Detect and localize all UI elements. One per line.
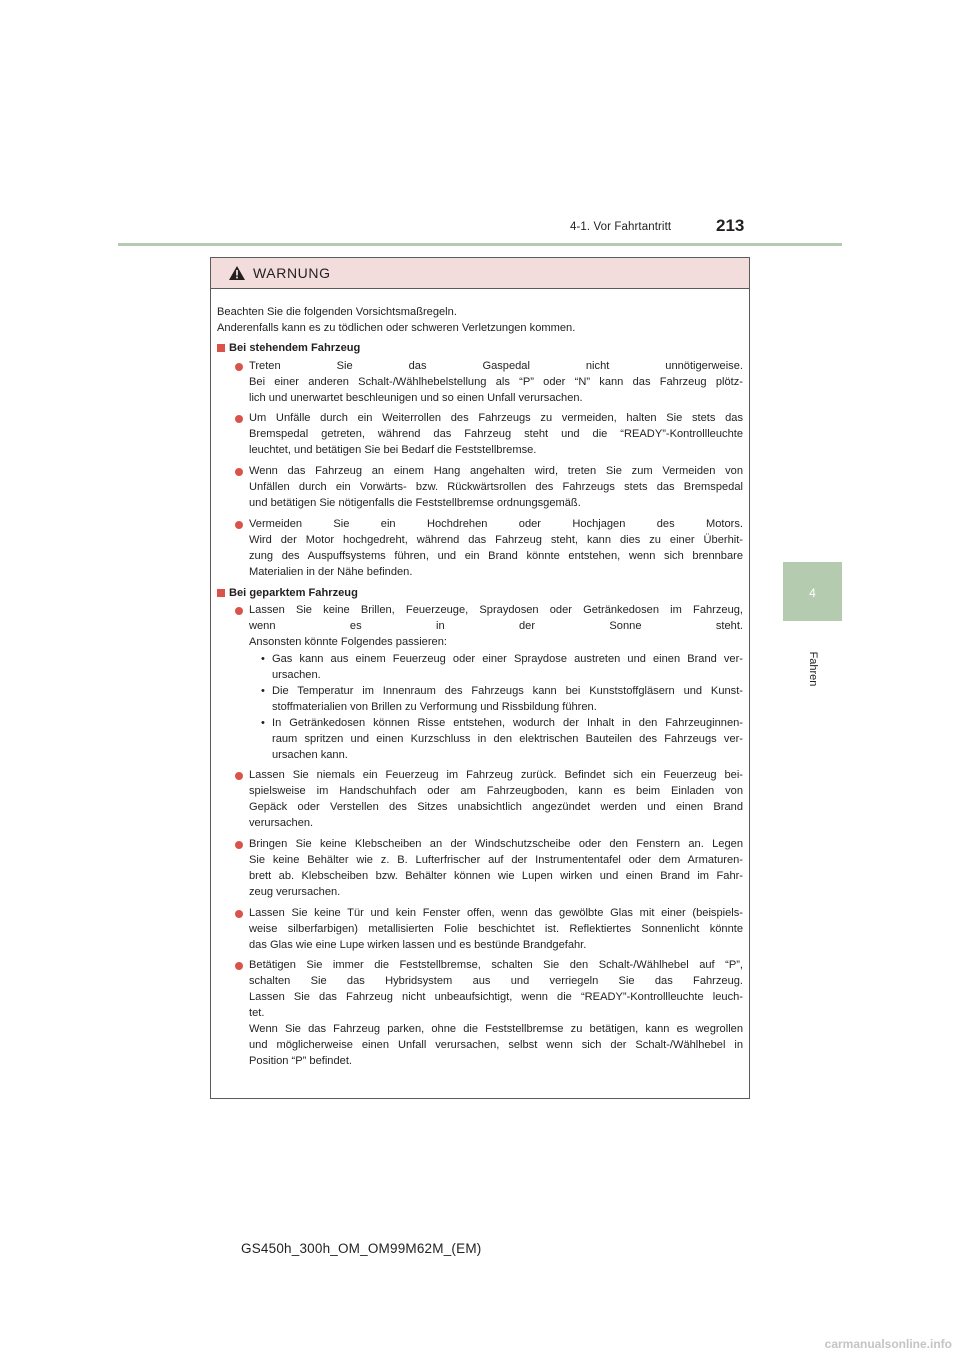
circle-bullet-icon [235, 772, 243, 780]
circle-bullet-icon [235, 521, 243, 529]
warning-body [211, 289, 749, 1070]
text-line: zung des Auspuffsystems führen, und ein Brand könnte entstehen, wenn sich brennbare [249, 549, 743, 562]
text-line: ursachen. [272, 669, 321, 682]
text-line: brett ab. Klebscheiben bzw. Behälter können wie Lupen wirken und einen Brand im Fahr- [249, 869, 743, 882]
text-line: Vermeiden Sie ein Hochdrehen oder Hochjagen des Motors. [249, 517, 743, 530]
dot-bullet-icon: • [261, 716, 265, 729]
warning-item [217, 768, 743, 832]
sub-list [249, 652, 743, 763]
dot-bullet-icon: • [261, 653, 265, 666]
text-line: Bringen Sie keine Klebscheiben an der Windschutzscheibe oder den Fenstern an. Legen [249, 838, 743, 851]
page-number: 213 [716, 216, 745, 235]
text-line: Unfällen durch ein Vorwärts- bzw. Rückwärtsrollen des Fahrzeugs stets das Bremspedal [249, 481, 743, 494]
text-line: tet. [249, 1007, 265, 1020]
circle-bullet-icon [235, 962, 243, 970]
text-line: Ansonsten könnte Folgendes passieren: [249, 636, 447, 649]
text-line: Lassen Sie niemals ein Feuerzeug im Fahrzeug zurück. Befindet sich ein Feuerzeug bei- [249, 769, 743, 782]
text-line: verursachen. [249, 817, 314, 830]
text-line: Bei einer anderen Schalt-/Wählhebelstellung als “P” oder “N” kann das Fahrzeug plötz- [249, 375, 743, 388]
text-line: Betätigen Sie immer die Feststellbremse, schalten Sie den Schalt-/Wählhebel auf “P”, [249, 959, 743, 972]
text-line: Sie keine Behälter wie z. B. Lufterfrischer auf der Instrumententafel oder dem Armaturen- [249, 854, 743, 866]
section-heading [217, 586, 743, 602]
watermark[interactable]: carmanualsonline.info [824, 1337, 952, 1351]
text-line: das Glas wie eine Lupe wirken lassen und es bestünde Brandgefahr. [249, 938, 587, 951]
text-line: ursachen kann. [272, 748, 348, 761]
sub-item [217, 684, 743, 716]
warning-item [217, 411, 743, 459]
text-line: stoffmaterialien von Brillen zu Verformung und Rissbildung führen. [272, 700, 597, 713]
warning-triangle-icon [228, 265, 246, 281]
text-line: Wird der Motor hochgedreht, während das Fahrzeug steht, kann dies zu einer Überhit- [249, 533, 743, 546]
text-line: Gas kann aus einem Feuerzeug oder einer Spraydose austreten und einen Brand ver- [272, 653, 743, 666]
text-line: raum spritzen und einen Kurzschluss in den elektrischen Bauteilen des Fahrzeugs ver- [272, 732, 743, 745]
warning-item [217, 958, 743, 1069]
chapter-number: 4 [809, 586, 816, 600]
text-line: In Getränkedosen können Risse entstehen, wodurch der Inhalt in den Fahrzeuginnen- [272, 716, 743, 729]
square-bullet-icon [217, 344, 225, 352]
square-bullet-icon [217, 589, 225, 597]
circle-bullet-icon [235, 415, 243, 423]
section-heading [217, 341, 743, 357]
text-line: wenn es in der Sonne steht. [249, 620, 743, 633]
circle-bullet-icon [235, 468, 243, 476]
intro-line: Beachten Sie die folgenden Vorsichtsmaßregeln. [217, 306, 457, 318]
text-line: schalten Sie das Hybridsystem aus und verriegeln Sie das Fahrzeug. [249, 975, 743, 988]
text-line: Wenn das Fahrzeug an einem Hang angehalten wird, treten Sie zum Vermeiden von [249, 465, 743, 478]
text-line: und betätigen Sie nötigenfalls die Feststellbremse ordnungsgemäß. [249, 496, 581, 509]
warning-item [217, 517, 743, 581]
dot-bullet-icon: • [261, 684, 265, 697]
chapter-tab[interactable] [783, 562, 842, 621]
text-line: Treten Sie das Gaspedal nicht unnötigerweise. [249, 359, 743, 372]
warning-header [211, 258, 749, 289]
chapter-label [806, 650, 820, 690]
text-line: Bremspedal getreten, während das Fahrzeug steht und die “READY”-Kontrollleuchte [249, 428, 743, 441]
warning-item [217, 464, 743, 512]
chapter-label-text: Fahren [807, 651, 819, 687]
text-line: spielsweise im Handschuhfach oder am Fahrzeugboden, kann es beim Einladen von [249, 785, 743, 798]
sub-item [217, 716, 743, 764]
text-line: Lassen Sie das Fahrzeug nicht unbeaufsichtigt, wenn die “READY”-Kontrollleuchte leuch- [249, 991, 743, 1004]
text-line: Position “P” befindet. [249, 1054, 352, 1067]
section-heading-text: Bei geparktem Fahrzeug [229, 586, 358, 599]
intro-line: Anderenfalls kann es zu tödlichen oder schweren Verletzungen kommen. [217, 321, 576, 334]
section-heading-text: Bei stehendem Fahrzeug [229, 341, 361, 354]
circle-bullet-icon [235, 607, 243, 615]
text-line: Materialien in der Nähe befinden. [249, 565, 413, 578]
text-line: Lassen Sie keine Tür und kein Fenster offen, wenn das gewölbte Glas mit einer (beispiels- [249, 906, 743, 919]
document-code: GS450h_300h_OM_OM99M62M_(EM) [241, 1241, 482, 1256]
warning-item [217, 837, 743, 901]
circle-bullet-icon [235, 841, 243, 849]
warning-box [210, 257, 750, 1099]
text-line: leuchtet, und betätigen Sie bei Bedarf die Feststellbremse. [249, 444, 537, 457]
warning-title: WARNUNG [253, 265, 331, 281]
warning-item [217, 603, 743, 763]
text-line: weise silberfarbigen) metallisierten Folie beschichtet ist. Reflektiertes Sonnenlicht könnte [249, 922, 743, 935]
warning-item [217, 359, 743, 407]
warning-item [217, 906, 743, 954]
text-line: Lassen Sie keine Brillen, Feuerzeuge, Spraydosen oder Getränkedosen im Fahrzeug, [249, 604, 743, 617]
text-line: Um Unfälle durch ein Weiterrollen des Fahrzeugs zu vermeiden, halten Sie stets das [249, 412, 743, 425]
text-line: lich und unerwartet beschleunigen und so einen Unfall verursachen. [249, 391, 583, 404]
header-rule [118, 243, 842, 246]
sub-item [217, 652, 743, 684]
circle-bullet-icon [235, 363, 243, 371]
circle-bullet-icon [235, 910, 243, 918]
text-line: Wenn Sie das Fahrzeug parken, ohne die Feststellbremse zu betätigen, kann es wegrollen [249, 1023, 743, 1036]
text-line: und möglicherweise einen Unfall verursachen, selbst wenn sich der Schalt-/Wählhebel in [249, 1038, 743, 1051]
section-title: 4-1. Vor Fahrtantritt [570, 221, 672, 233]
text-line: Die Temperatur im Innenraum des Fahrzeugs kann bei Kunststoffgläsern und Kunst- [272, 684, 743, 697]
text-line: zeug verursachen. [249, 885, 341, 898]
text-line: Gepäck oder Verstellen des Sitzes unabsichtlich angezündet werden und einen Brand [249, 801, 743, 814]
warning-intro [217, 305, 743, 337]
